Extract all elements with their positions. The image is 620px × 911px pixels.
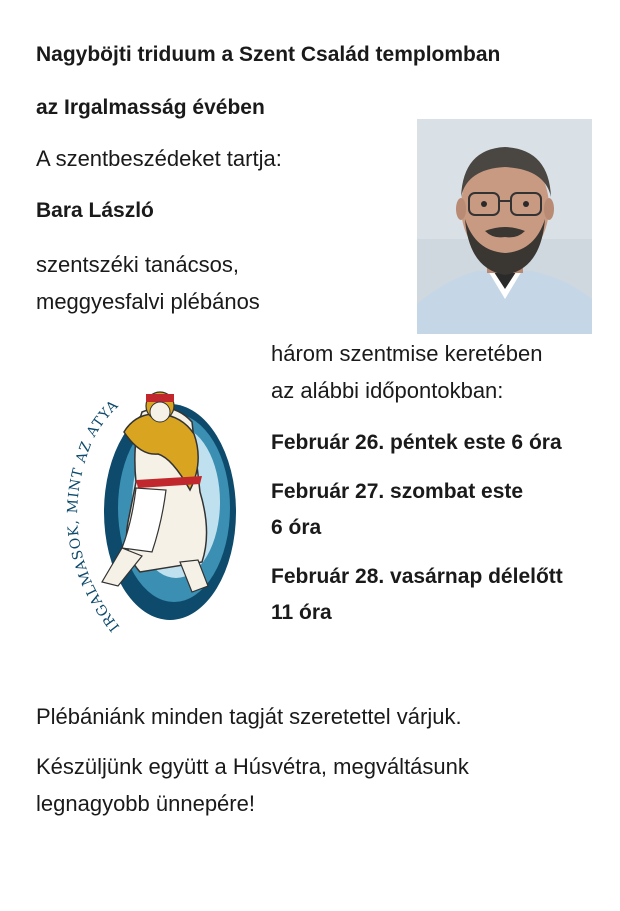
speaker-name: Bara László <box>36 199 154 222</box>
logo-motto-text: IRGALMASOK, MINT AZ ATYA <box>65 396 124 635</box>
jubilee-mercy-logo <box>62 372 242 638</box>
date-line-feb28-time: 11 óra <box>271 601 332 624</box>
date-line-feb26: Február 26. péntek este 6 óra <box>271 431 562 454</box>
title-line-2: az Irgalmasság évében <box>36 96 265 119</box>
closing-line-2: legnagyobb ünnepére! <box>36 791 255 816</box>
speaker-role-1: szentszéki tanácsos, <box>36 252 239 277</box>
title-line-1: Nagyböjti triduum a Szent Család templomban <box>36 43 501 66</box>
intro-text: A szentbeszédeket tartja: <box>36 146 282 171</box>
speaker-portrait <box>417 119 592 334</box>
date-line-feb28: Február 28. vasárnap délelőtt <box>271 565 563 588</box>
date-line-feb27-time: 6 óra <box>271 516 322 539</box>
schedule-intro-1: három szentmise keretében <box>271 341 543 366</box>
schedule-intro-2: az alábbi időpontokban: <box>271 378 504 403</box>
speaker-role-2: meggyesfalvi plébános <box>36 289 260 314</box>
closing-line-1: Készüljünk együtt a Húsvétra, megváltásunk <box>36 754 469 779</box>
invite-text: Plébániánk minden tagját szeretettel várjuk. <box>36 704 462 729</box>
date-line-feb27: Február 27. szombat este <box>271 480 524 503</box>
